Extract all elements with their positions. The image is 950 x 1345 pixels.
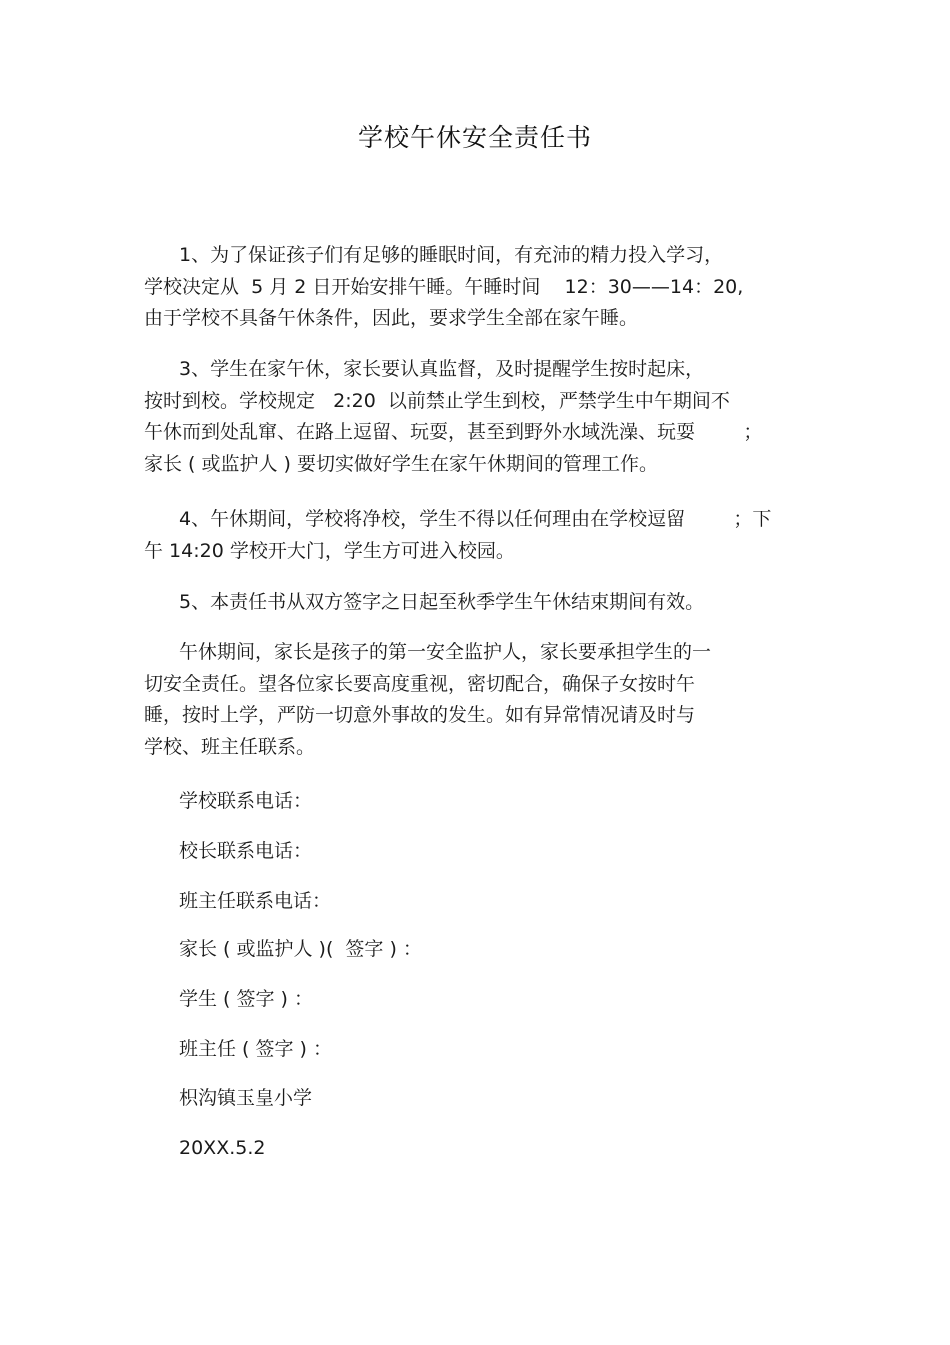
paragraph-line: 4、午休期间，学校将净校，学生不得以任何理由在学校逗留 ；下 <box>179 508 772 530</box>
paragraph-line: 5、本责任书从双方签字之日起至秋季学生午休结束期间有效。 <box>179 591 705 613</box>
paragraph-closing <box>144 637 824 763</box>
paragraph-4 <box>144 504 824 567</box>
paragraph-line: 学校、班主任联系。 <box>144 735 316 758</box>
paragraph-line: 家长 ( 或监护人 ) 要切实做好学生在家午休期间的管理工作。 <box>144 452 658 475</box>
paragraph-line: 午 14:20 学校开大门，学生方可进入校园。 <box>144 539 515 562</box>
paragraph-line: 睡，按时上学，严防一切意外事故的发生。如有异常情况请及时与 <box>144 704 696 726</box>
teacher-phone-label: 班主任联系电话： <box>179 890 332 912</box>
document-title: 学校午休安全责任书 <box>357 123 592 152</box>
paragraph-line: 由于学校不具备午休条件，因此，要求学生全部在家午睡。 <box>144 307 639 329</box>
teacher-signature-label: 班主任 ( 签字 ) ： <box>179 1038 332 1060</box>
paragraph-line: 1、为了保证孩子们有足够的睡眠时间，有充沛的精力投入学习， <box>179 244 724 266</box>
student-signature-label: 学生 ( 签字 ) ： <box>179 988 313 1010</box>
paragraph-line: 学校决定从 5 月 2 日开始安排午睡。午睡时间 12：30——14：20, <box>144 275 744 298</box>
paragraph-line: 午休而到处乱窜、在路上逗留、玩耍，甚至到野外水域洗澡、玩耍 ； <box>144 421 763 443</box>
paragraph-5 <box>144 587 824 619</box>
parent-signature-label: 家长 ( 或监护人 )( 签字 ) ： <box>179 938 422 960</box>
paragraph-line: 午休期间，家长是孩子的第一安全监护人，家长要承担学生的一 <box>179 641 712 663</box>
school-name: 枳沟镇玉皇小学 <box>179 1087 313 1109</box>
paragraph-3 <box>144 354 824 480</box>
document-date: 20XX.5.2 <box>179 1137 266 1159</box>
paragraph-line: 3、学生在家午休，家长要认真监督，及时提醒学生按时起床， <box>179 358 705 380</box>
paragraph-line: 切安全责任。望各位家长要高度重视，密切配合，确保子女按时午 <box>144 672 696 695</box>
school-phone-label: 学校联系电话： <box>179 790 313 812</box>
principal-phone-label: 校长联系电话： <box>179 840 313 862</box>
paragraph-line: 按时到校。学校规定 2:20 以前禁止学生到校，严禁学生中午期间不 <box>144 389 730 412</box>
paragraph-1 <box>144 240 824 335</box>
